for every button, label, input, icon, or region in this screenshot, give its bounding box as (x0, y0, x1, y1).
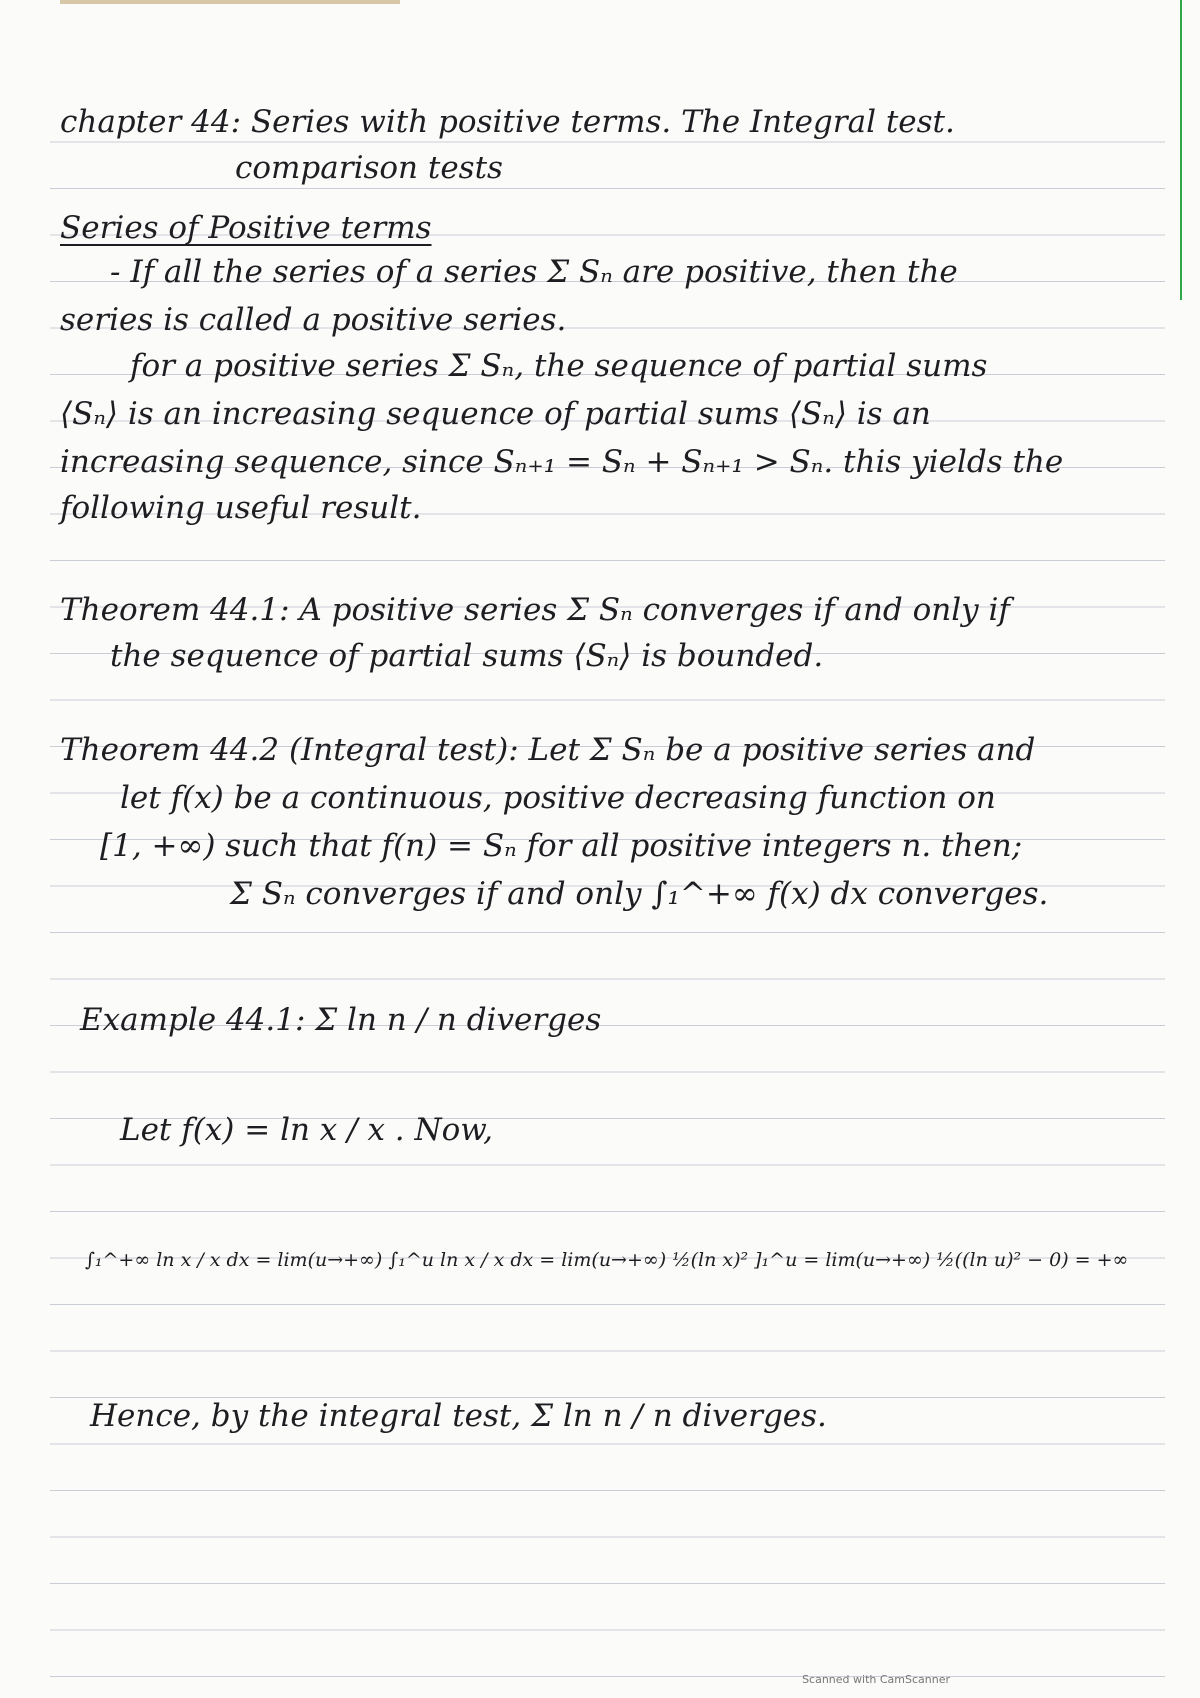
theorem2-line2: let f(x) be a continuous, positive decreasing function on (120, 780, 996, 816)
example-conclusion: Hence, by the integral test, Σ ln n / n diverges. (90, 1398, 827, 1434)
theorem2-line3: [1, +∞) such that f(n) = Sₙ for all positive integers n. then; (100, 828, 1023, 864)
margin-line (1180, 0, 1182, 300)
paragraph2-line2: ⟨Sₙ⟩ is an increasing sequence of partial sums ⟨Sₙ⟩ is an (60, 396, 931, 432)
paragraph2-line1: for a positive series Σ Sₙ, the sequence of partial sums (130, 348, 988, 384)
scanner-watermark: Scanned with CamScanner (802, 1673, 950, 1686)
chapter-title: chapter 44: Series with positive terms. The Integral test. (60, 104, 955, 140)
paragraph2-line3: increasing sequence, since Sₙ₊₁ = Sₙ + Sₙ₊₁ > Sₙ. this yields the (60, 444, 1064, 480)
theorem1-line2: the sequence of partial sums ⟨Sₙ⟩ is bounded. (110, 638, 824, 674)
example-let-line: Let f(x) = ln x / x . Now, (120, 1112, 493, 1148)
example-header: Example 44.1: Σ ln n / n diverges (80, 1002, 602, 1038)
theorem1-line1: Theorem 44.1: A positive series Σ Sₙ converges if and only if (60, 592, 1010, 628)
example-integral-line: ∫₁^+∞ ln x / x dx = lim(u→+∞) ∫₁^u ln x / x dx = lim(u→+∞) ½(ln x)² ]₁^u = lim(u→+∞) ½((ln u)² − 0) = +∞ (85, 1249, 1129, 1271)
paragraph2-line4: following useful result. (60, 490, 422, 526)
page-top-edge (60, 0, 400, 4)
paragraph1-line2: series is called a positive series. (60, 302, 567, 338)
chapter-subtitle: comparison tests (235, 150, 503, 186)
paragraph1-line1: - If all the series of a series Σ Sₙ are positive, then the (110, 254, 958, 290)
section-heading: Series of Positive terms (60, 210, 432, 246)
theorem2-line1: Theorem 44.2 (Integral test): Let Σ Sₙ be a positive series and (60, 732, 1036, 768)
theorem2-line4: Σ Sₙ converges if and only ∫₁^+∞ f(x) dx converges. (230, 876, 1049, 912)
